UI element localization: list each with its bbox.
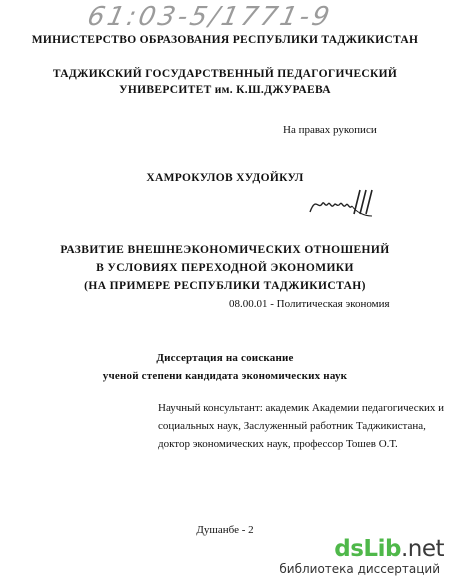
university-name-line1: ТАДЖИКСКИЙ ГОСУДАРСТВЕННЫЙ ПЕДАГОГИЧЕСКИЙ — [52, 68, 398, 80]
dslib-watermark-logo[interactable] — [334, 536, 444, 562]
consultant-line3: доктор экономических наук, профессор Тошев О.Т. — [158, 438, 398, 450]
watermark-brand: dsLib — [334, 536, 401, 562]
watermark-domain: .net — [400, 536, 444, 562]
dissertation-title-line1: РАЗВИТИЕ ВНЕШНЕЭКОНОМИЧЕСКИХ ОТНОШЕНИЙ — [60, 244, 390, 256]
specialty-code: 08.00.01 - Политическая экономия — [229, 298, 390, 310]
consultant-line2: социальных наук, Заслуженный работник Таджикистана, — [158, 420, 426, 432]
degree-statement-line2: ученой степени кандидата экономических наук — [102, 370, 348, 382]
university-name-line2: УНИВЕРСИТЕТ им. К.Ш.ДЖУРАЕВА — [119, 84, 331, 96]
watermark-subtitle: библиотека диссертаций — [279, 562, 440, 576]
degree-statement-line1: Диссертация на соискание — [156, 352, 294, 364]
consultant-line1: Научный консультант: академик Академии педагогических и — [158, 402, 445, 414]
ministry-heading: МИНИСТЕРСТВО ОБРАЗОВАНИЯ РЕСПУБЛИКИ ТАДЖИКИСТАН — [31, 34, 419, 46]
dissertation-title-line3: (НА ПРИМЕРЕ РЕСПУБЛИКИ ТАДЖИКИСТАН) — [84, 280, 366, 292]
catalog-number-handwritten: 61:03-5/1771-9 — [84, 2, 335, 32]
signature-icon — [308, 186, 374, 220]
city-year: Душанбе - 2 — [196, 524, 254, 536]
manuscript-rights-note: На правах рукописи — [283, 124, 377, 136]
author-name: ХАМРОКУЛОВ ХУДОЙКУЛ — [146, 172, 304, 184]
dissertation-title-line2: В УСЛОВИЯХ ПЕРЕХОДНОЙ ЭКОНОМИКИ — [96, 262, 354, 274]
